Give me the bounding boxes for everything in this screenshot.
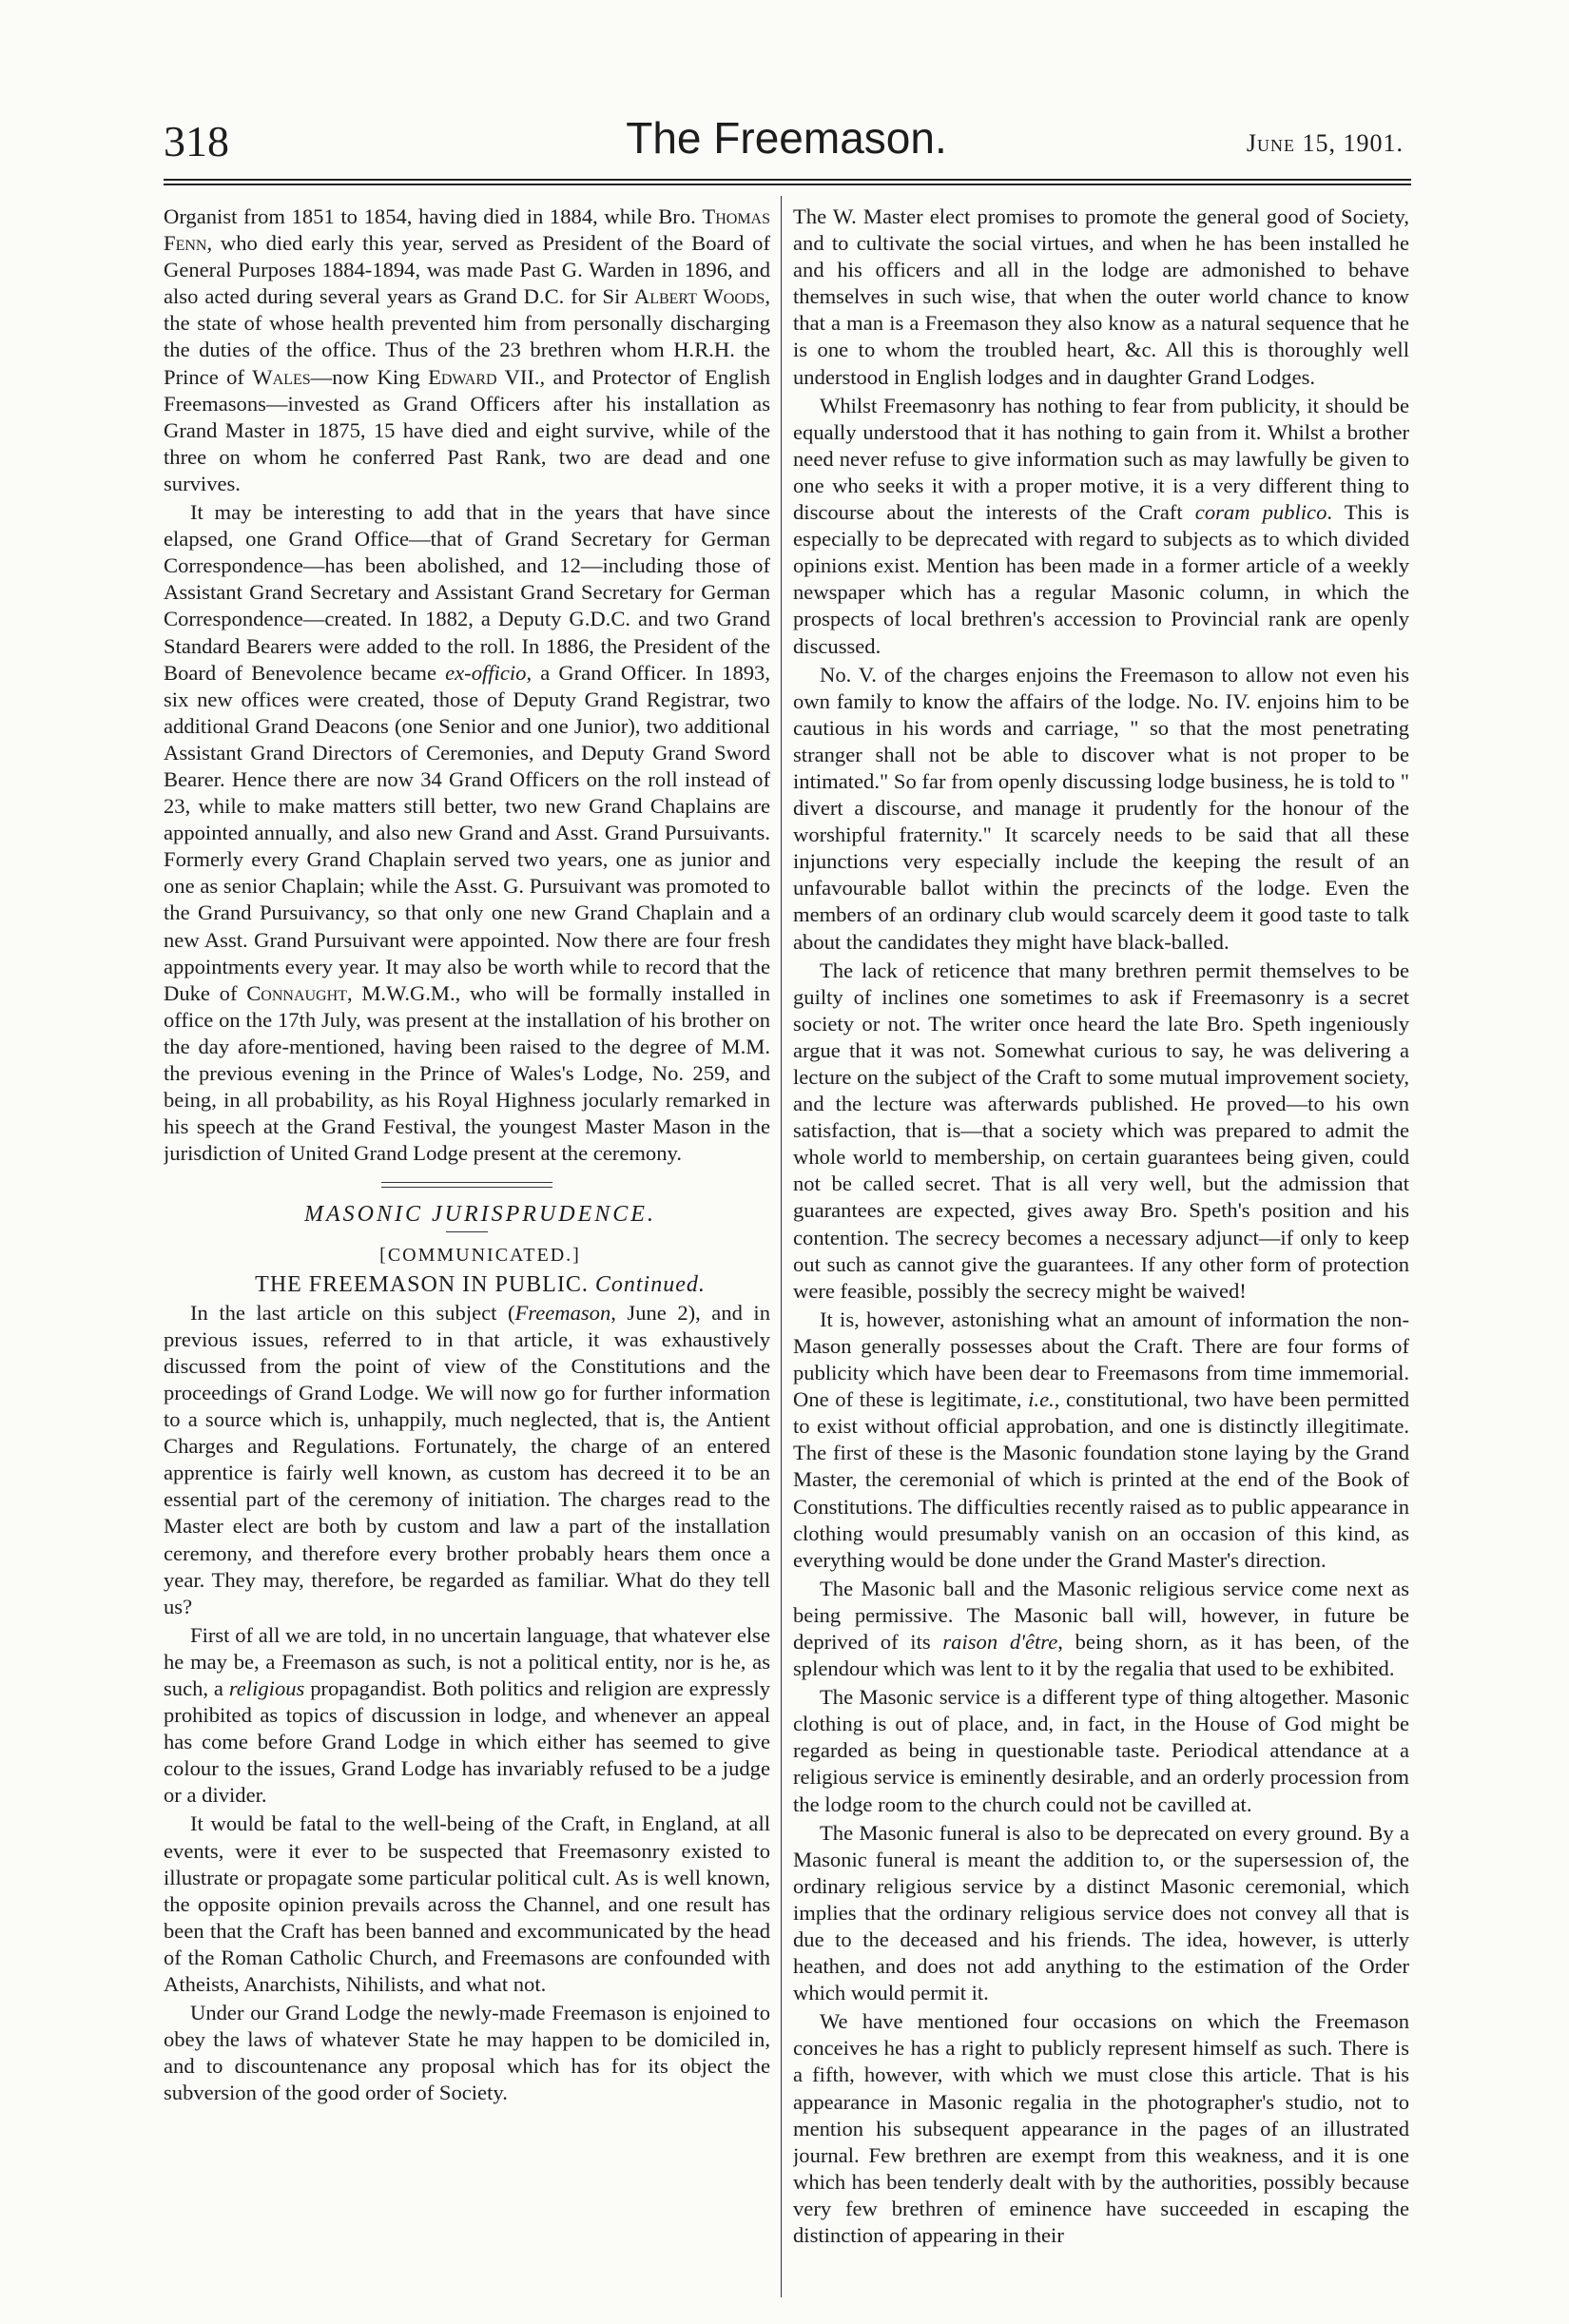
paragraph: The lack of reticence that many brethren permit themselves to be guilty of inclines one sometimes to ask if Freemasonry is a secret society or not. The writer once heard the late Bro. Speth ingeniously argue that it was not. Somewhat curious to say, he was delivering a lecture on the subject of the Craft to some mutual improvement society, and the lecture was afterwards published. He proved—to his own satisfaction, that is—that a society which was prepared to admit the whole world to membership, on certain guarantees being given, could not be called secret. That is all very well, but the admission that guarantees are expected, gives away Bro. Speth's position and his contention. The secrecy becomes a necessary adjunct—if only to keep out such as cannot give the guarantees. If any other form of protection were feasible, possibly the secrecy might be waived!	[793, 958, 1409, 1303]
page-number: 318	[164, 117, 229, 165]
article-heading: MASONIC JURISPRUDENCE.	[304, 1202, 656, 1228]
paragraph: We have mentioned four occasions on which the Freemason conceives he has a right to publicly represent himself as such. There is a fifth, however, with which we must close this article. That is his appearance in Masonic regalia in the photographer's studio, not to mention his subsequent appearance in the pages of an illustrated journal. Few brethren are exempt from this weakness, and it is one which has been tenderly dealt with by the authorities, possibly because very few brethren of eminence have succeeded in escaping the distinction of appearing in their	[793, 2009, 1409, 2248]
paragraph: Organist from 1851 to 1854, having died in 1884, while Bro. Thomas Fenn, who died early this year, served as President of the Board of General Purposes 1884-1894, was made Past G. Warden in 1896, and also acted during several years as Grand D.C. for Sir Albert Woods, the state of whose health prevented him from personally discharging the duties of the office. Thus of the 23 brethren whom H.R.H. the Prince of Wales—now King Edward VII., and Protector of English Freemasons—invested as Grand Officers after his installation as Grand Master in 1875, 15 have died and eight survive, while of the three on whom he conferred Past Rank, two are dead and one survives.	[164, 204, 770, 495]
paragraph: It would be fatal to the well-being of the Craft, in England, at all events, were it ever to be suspected that Freemasonry existed to illustrate or propagate some particular political cult. As is well known, the opposite opinion prevails across the Channel, and one result has been that the Craft has been banned and excommunicated by the head of the Roman Catholic Church, and Freemasons are confounded with Atheists, Anarchists, Nihilists, and what not.	[164, 1811, 770, 1996]
right-column	[793, 203, 1409, 2305]
paragraph: In the last article on this subject (Freemason, June 2), and in previous issues, referred to in that article, it was exhaustively discussed from the point of view of the Constitutions and the proceedings of Grand Lodge. We will now go for further information to a source which is, unhappily, much neglected, that is, the Antient Charges and Regulations. Fortunately, the charge of an entered apprentice is fairly well known, as custom has decreed it to be an essential part of the ceremony of initiation. The charges read to the Master elect are both by custom and law a part of the installation ceremony, and therefore every brother probably hears them once a year. They may, therefore, be regarded as familiar. What do they tell us?	[164, 1300, 770, 1618]
short-rule	[446, 1231, 488, 1232]
paragraph: It may be interesting to add that in the years that have since elapsed, one Grand Office—that of Grand Secretary for German Correspondence—has been abolished, and 12—including those of Assistant Grand Secretary and Assistant Grand Secretary for German Correspondence—created. In 1882, a Deputy G.D.C. and two Grand Standard Bearers were added to the roll. In 1886, the President of the Board of Benevolence became ex-officio, a Grand Officer. In 1893, six new offices were created, those of Deputy Grand Registrar, two additional Grand Deacons (one Senior and one Junior), two additional Assistant Grand Directors of Ceremonies, and Deputy Grand Sword Bearer. Hence there are now 34 Grand Officers on the roll instead of 23, while to make matters still better, two new Grand Chaplains are appointed annually, and also new Grand and Asst. Grand Pursuivants. Formerly every Grand Chaplain served two years, one as junior and one as senior Chaplain; while the Asst. G. Pursuivant was promoted to the Grand Pursuivancy, so that only one new Grand Chaplain and a new Asst. Grand Pursuivant were appointed. Now there are four fresh appointments every year. It may also be worth while to record that the Duke of Connaught, M.W.G.M., who will be formally installed in office on the 17th July, was present at the installation of his brother on the day afore-mentioned, having been raised to the degree of M.M. the previous evening in the Prince of Wales's Lodge, No. 259, and being, in all probability, as his Royal Highness jocularly remarked in his speech at the Grand Festival, the youngest Master Mason in the jurisdiction of United Grand Lodge present at the ceremony.	[164, 500, 770, 1166]
paragraph: It is, however, astonishing what an amount of information the non-Mason generally possesses about the Craft. There are four forms of publicity which have been dear to Freemasons from time immemorial. One of these is legitimate, i.e., constitutional, two have been permitted to exist without official approbation, and one is distinctly illegitimate. The first of these is the Masonic foundation stone laying by the Grand Master, the ceremonial of which is printed at the end of the Book of Constitutions. The difficulties recently raised as to public appearance in clothing would presumably vanish on an occasion of this kind, as everything would be done under the Grand Master's direction.	[793, 1307, 1409, 1572]
section-rule	[381, 1182, 552, 1188]
left-column	[164, 203, 770, 2305]
article-subheading: [COMMUNICATED.]	[379, 1245, 581, 1267]
paragraph: First of all we are told, in no uncertain language, that whatever else he may be, a Freemason as such, is not a political entity, nor is he, as such, a religious propagandist. Both politics and religion are expressly prohibited as topics of discussion in lodge, and whenever an appeal has come before Grand Lodge in which either has seemed to give colour to the issues, Grand Lodge has invariably refused to be a judge or a divider.	[164, 1622, 770, 1808]
header-rule-bottom	[164, 184, 1411, 185]
paragraph: The Masonic funeral is also to be deprecated on every ground. By a Masonic funeral is meant the addition to, or the supersession of, the ordinary religious service by a distinct Masonic ceremonial, which implies that the ordinary religious service does not convey all that is due to the deceased and his friends. The idea, however, is utterly heathen, and does not add anything to the estimation of the Order which would permit it.	[793, 1820, 1409, 2005]
paragraph: Under our Grand Lodge the newly-made Freemason is enjoined to obey the laws of whatever State he may happen to be domiciled in, and to discountenance any proposal which has for its object the subversion of the good order of Society.	[164, 2001, 770, 2105]
header-rule-top	[164, 179, 1411, 181]
article-title: THE FREEMASON IN PUBLIC. Continued.	[255, 1271, 706, 1297]
paragraph: No. V. of the charges enjoins the Freemason to allow not even his own family to know the affairs of the lodge. No. IV. enjoins him to be cautious in his words and carriage, " so that the most penetrating stranger shall not be able to discover what is not proper to be intimated." So far from openly discussing lodge business, he is told to " divert a discourse, and manage it prudently for the honour of the worshipful fraternity." It scarcely needs to be said that all these injunctions very especially include the keeping the result of an unfavourable ballot within the precincts of the lodge. Even the members of an ordinary club would scarcely deem it good taste to talk about the candidates they might have black-balled.	[793, 662, 1409, 954]
paragraph: The Masonic ball and the Masonic religious service come next as being permissive. The Masonic ball will, however, in future be deprived of its raison d'être, being shorn, as it has been, of the splendour which was lent to it by the regalia that used to be exhibited.	[793, 1576, 1409, 1681]
paragraph: The W. Master elect promises to promote the general good of Society, and to cultivate the social virtues, and when he has been installed he and his officers and all in the lodge are admonished to behave themselves in such wise, that when the outer world chance to know that a man is a Freemason they also know as a natural sequence that he is one to whom the troubled heart, &c. All this is thoroughly well understood in English lodges and in daughter Grand Lodges.	[793, 204, 1409, 389]
issue-date: June 15, 1901.	[1246, 129, 1404, 157]
masthead: The Freemason.	[626, 113, 947, 163]
page-header	[164, 112, 1409, 173]
paragraph: The Masonic service is a different type of thing altogether. Masonic clothing is out of place, and, in fact, in the House of God might be regarded as being in questionable taste. Periodical attendance at a religious service is eminently desirable, and an orderly procession from the lodge room to the church could not be cavilled at.	[793, 1685, 1409, 1816]
column-divider	[781, 196, 782, 2297]
paragraph: Whilst Freemasonry has nothing to fear from publicity, it should be equally understood that it has nothing to gain from it. Whilst a brother need never refuse to give information such as may lawfully be given to one who seeks it with a proper motive, it is a very different thing to discourse about the interests of the Craft coram publico. This is especially to be deprecated with regard to subjects as to which divided opinions exist. Mention has been made in a former article of a weekly newspaper which has a regular Masonic column, in which the prospects of local brethren's accession to Provincial rank are openly discussed.	[793, 393, 1409, 658]
